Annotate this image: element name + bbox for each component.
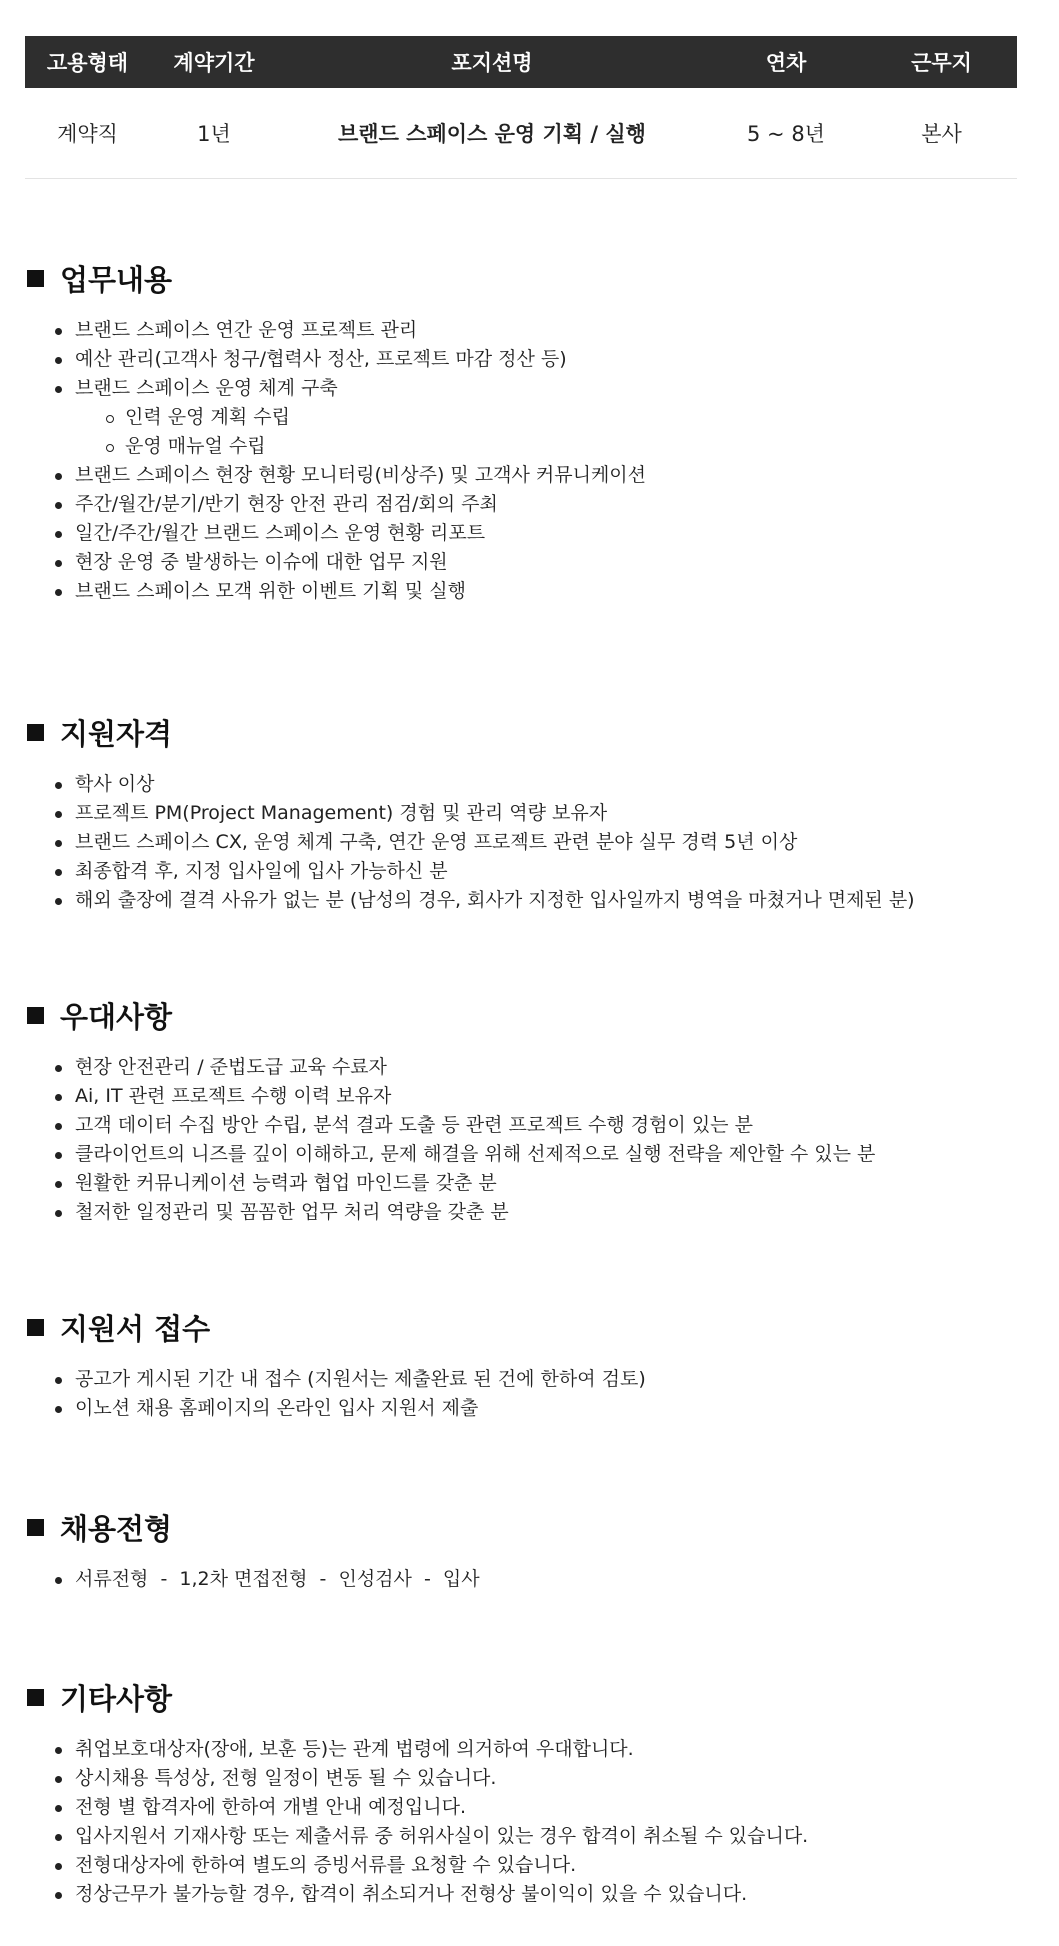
section-title: 채용전형	[60, 1511, 173, 1546]
section-title: 업무내용	[60, 262, 173, 297]
section-title: 지원자격	[60, 716, 173, 751]
section-title: 지원서 접수	[60, 1311, 211, 1346]
list-item: 원활한 커뮤니케이션 능력과 협업 마인드를 갖춘 분	[75, 1169, 1017, 1198]
sub-list-item: 인력 운영 계획 수립	[125, 403, 1017, 432]
sub-list-item: 운영 매뉴얼 수립	[125, 432, 1017, 461]
list-item: 입사지원서 기재사항 또는 제출서류 중 허위사실이 있는 경우 합격이 취소될 수 있습니다.	[75, 1822, 1017, 1851]
list-item: 해외 출장에 결격 사유가 없는 분 (남성의 경우, 회사가 지정한 입사일까지 병역을 마쳤거나 면제된 분)	[75, 886, 1017, 915]
list-item: 프로젝트 PM(Project Management) 경험 및 관리 역량 보유자	[75, 799, 1017, 828]
header-experience: 연차	[706, 36, 866, 88]
cell-location: 본사	[866, 88, 1017, 179]
section-qualifications	[27, 712, 1017, 915]
table-header-row	[25, 36, 1017, 88]
list-item: 서류전형 - 1,2차 면접전형 - 인성검사 - 입사	[75, 1565, 1017, 1594]
list-item: 최종합격 후, 지정 입사일에 입사 가능하신 분	[75, 857, 1017, 886]
section-title: 우대사항	[60, 999, 173, 1034]
list-item: Ai, IT 관련 프로젝트 수행 이력 보유자	[75, 1082, 1017, 1111]
process-list	[27, 1565, 1017, 1594]
table-row	[25, 88, 1017, 179]
list-item: 취업보호대상자(장애, 보훈 등)는 관계 법령에 의거하여 우대합니다.	[75, 1735, 1017, 1764]
list-item: 예산 관리(고객사 청구/협력사 정산, 프로젝트 마감 정산 등)	[75, 345, 1017, 374]
header-position: 포지션명	[278, 36, 706, 88]
section-heading	[27, 1677, 1017, 1717]
header-contract-period: 계약기간	[150, 36, 278, 88]
cell-contract-period: 1년	[150, 88, 278, 179]
list-item: 현장 운영 중 발생하는 이슈에 대한 업무 지원	[75, 548, 1017, 577]
list-item: 이노션 채용 홈페이지의 온라인 입사 지원서 제출	[75, 1394, 1017, 1423]
square-bullet-icon	[27, 724, 44, 741]
etc-list	[27, 1735, 1017, 1909]
list-item: 주간/월간/분기/반기 현장 안전 관리 점검/회의 주최	[75, 490, 1017, 519]
qualifications-list	[27, 770, 1017, 915]
list-item: 클라이언트의 니즈를 깊이 이해하고, 문제 해결을 위해 선제적으로 실행 전략을 제안할 수 있는 분	[75, 1140, 1017, 1169]
list-item: 전형 별 합격자에 한하여 개별 안내 예정입니다.	[75, 1793, 1017, 1822]
square-bullet-icon	[27, 1319, 44, 1336]
header-employment-type: 고용형태	[25, 36, 150, 88]
cell-position: 브랜드 스페이스 운영 기획 / 실행	[278, 88, 706, 179]
cell-experience: 5 ~ 8년	[706, 88, 866, 179]
section-heading	[27, 995, 1017, 1035]
list-item: 정상근무가 불가능할 경우, 합격이 취소되거나 전형상 불이익이 있을 수 있습니다.	[75, 1880, 1017, 1909]
job-info-table	[25, 36, 1017, 179]
list-item: 브랜드 스페이스 연간 운영 프로젝트 관리	[75, 316, 1017, 345]
section-title: 기타사항	[60, 1681, 173, 1716]
duties-list	[27, 316, 1017, 606]
list-item: 브랜드 스페이스 운영 체계 구축	[75, 374, 1017, 403]
job-summary	[25, 36, 1017, 179]
section-heading	[27, 1507, 1017, 1547]
section-etc	[27, 1677, 1017, 1909]
list-item: 상시채용 특성상, 전형 일정이 변동 될 수 있습니다.	[75, 1764, 1017, 1793]
preferred-list	[27, 1053, 1017, 1227]
section-heading	[27, 1307, 1017, 1347]
list-item: 일간/주간/월간 브랜드 스페이스 운영 현황 리포트	[75, 519, 1017, 548]
square-bullet-icon	[27, 1519, 44, 1536]
list-item: 철저한 일정관리 및 꼼꼼한 업무 처리 역량을 갖춘 분	[75, 1198, 1017, 1227]
list-item: 전형대상자에 한하여 별도의 증빙서류를 요청할 수 있습니다.	[75, 1851, 1017, 1880]
square-bullet-icon	[27, 1689, 44, 1706]
section-process	[27, 1507, 1017, 1594]
list-item: 브랜드 스페이스 모객 위한 이벤트 기획 및 실행	[75, 577, 1017, 606]
section-preferred	[27, 995, 1017, 1227]
square-bullet-icon	[27, 1007, 44, 1024]
list-item: 현장 안전관리 / 준법도급 교육 수료자	[75, 1053, 1017, 1082]
section-duties	[27, 258, 1017, 606]
section-heading	[27, 712, 1017, 752]
section-heading	[27, 258, 1017, 298]
application-list	[27, 1365, 1017, 1423]
list-item: 고객 데이터 수집 방안 수립, 분석 결과 도출 등 관련 프로젝트 수행 경험이 있는 분	[75, 1111, 1017, 1140]
list-item: 공고가 게시된 기간 내 접수 (지원서는 제출완료 된 건에 한하여 검토)	[75, 1365, 1017, 1394]
cell-employment-type: 계약직	[25, 88, 150, 179]
section-application	[27, 1307, 1017, 1423]
header-location: 근무지	[866, 36, 1017, 88]
list-item: 학사 이상	[75, 770, 1017, 799]
list-item: 브랜드 스페이스 CX, 운영 체계 구축, 연간 운영 프로젝트 관련 분야 실무 경력 5년 이상	[75, 828, 1017, 857]
list-item: 브랜드 스페이스 현장 현황 모니터링(비상주) 및 고객사 커뮤니케이션	[75, 461, 1017, 490]
square-bullet-icon	[27, 270, 44, 287]
